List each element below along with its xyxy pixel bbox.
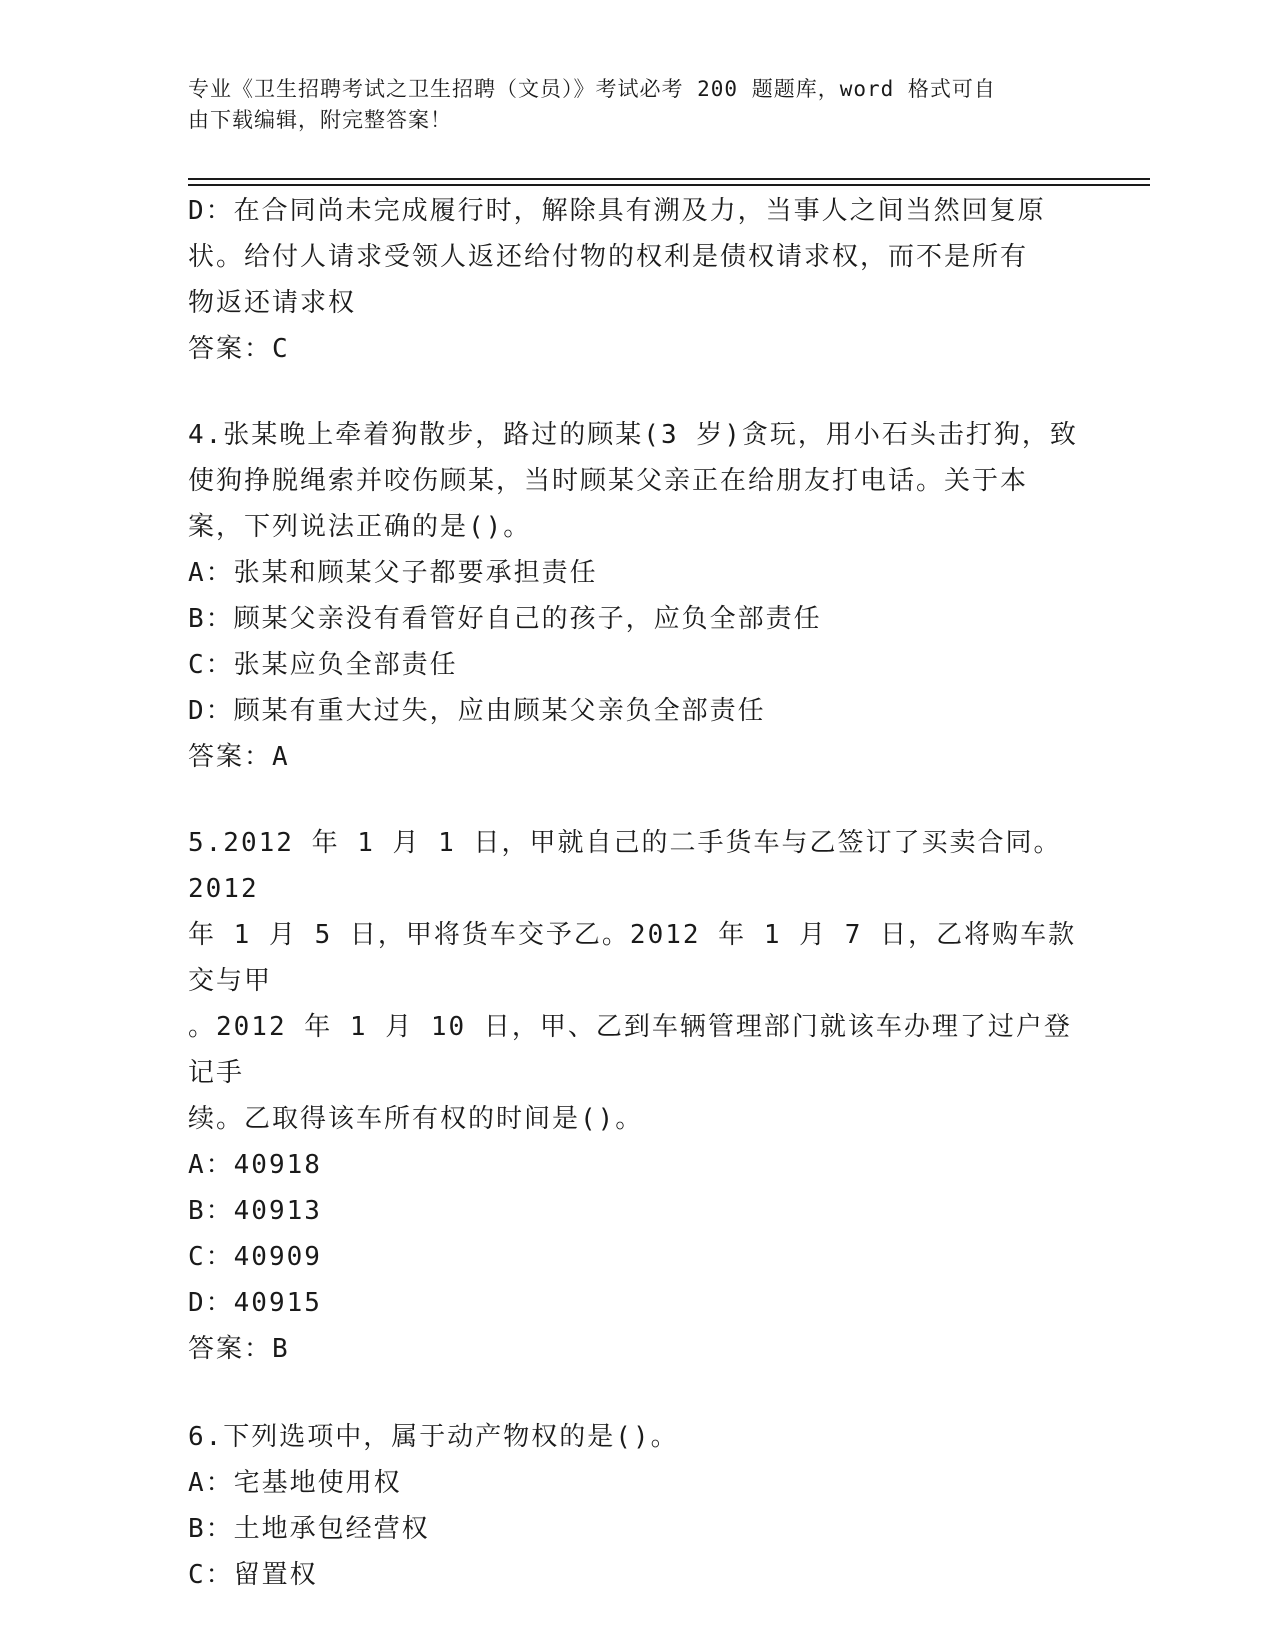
q4-stem-line: 4.张某晚上牵着狗散步，路过的顾某(3 岁)贪玩，用小石头击打狗，致 — [188, 420, 1078, 450]
q3-option-d-line: 状。给付人请求受领人返还给付物的权利是债权请求权，而不是所有 — [188, 242, 1029, 272]
spacer — [188, 780, 1088, 820]
q6-option-a: A：宅基地使用权 — [188, 1468, 402, 1498]
q5-stem-line: 5.2012 年 1 月 1 日，甲就自己的二手货车与乙签订了买卖合同。2012 — [188, 828, 1062, 904]
question-6 — [188, 1414, 1088, 1598]
spacer — [188, 372, 1088, 412]
q3-option-d-line: 物返还请求权 — [188, 288, 357, 318]
document-body — [188, 188, 1088, 1598]
q4-answer: 答案：A — [188, 742, 290, 772]
q6-option-b: B：土地承包经营权 — [188, 1514, 430, 1544]
document-header — [188, 74, 1068, 136]
q6-stem-line: 6.下列选项中，属于动产物权的是()。 — [188, 1422, 679, 1452]
q5-option-b: B：40913 — [188, 1196, 322, 1226]
question-3-tail — [188, 188, 1088, 372]
header-line-1: 专业《卫生招聘考试之卫生招聘（文员）》考试必考 200 题题库，word 格式可自 — [188, 77, 996, 101]
header-divider-top — [188, 178, 1150, 180]
q4-option-d: D：顾某有重大过失，应由顾某父亲负全部责任 — [188, 696, 766, 726]
q6-option-c: C：留置权 — [188, 1560, 318, 1590]
q3-answer: 答案：C — [188, 334, 290, 364]
question-4 — [188, 412, 1088, 780]
q4-option-a: A：张某和顾某父子都要承担责任 — [188, 558, 598, 588]
q5-stem-line: 年 1 月 5 日，甲将货车交予乙。2012 年 1 月 7 日，乙将购车款交与甲 — [188, 920, 1077, 996]
q5-option-a: A：40918 — [188, 1150, 322, 1180]
header-line-2: 由下载编辑，附完整答案！ — [188, 108, 452, 132]
header-divider-bottom — [188, 184, 1150, 186]
q5-stem-line: 。2012 年 1 月 10 日，甲、乙到车辆管理部门就该车办理了过户登记手 — [188, 1012, 1072, 1088]
question-5 — [188, 820, 1088, 1372]
q5-stem-line: 续。乙取得该车所有权的时间是()。 — [188, 1104, 644, 1134]
q4-stem-line: 案，下列说法正确的是()。 — [188, 512, 532, 542]
q4-stem-line: 使狗挣脱绳索并咬伤顾某，当时顾某父亲正在给朋友打电话。关于本 — [188, 466, 1029, 496]
q5-answer: 答案：B — [188, 1334, 290, 1364]
q4-option-c: C：张某应负全部责任 — [188, 650, 458, 680]
q5-option-c: C：40909 — [188, 1242, 322, 1272]
spacer — [188, 1372, 1088, 1414]
q3-option-d-line: D：在合同尚未完成履行时，解除具有溯及力，当事人之间当然回复原 — [188, 196, 1046, 226]
q5-option-d: D：40915 — [188, 1288, 322, 1318]
q4-option-b: B：顾某父亲没有看管好自己的孩子，应负全部责任 — [188, 604, 822, 634]
